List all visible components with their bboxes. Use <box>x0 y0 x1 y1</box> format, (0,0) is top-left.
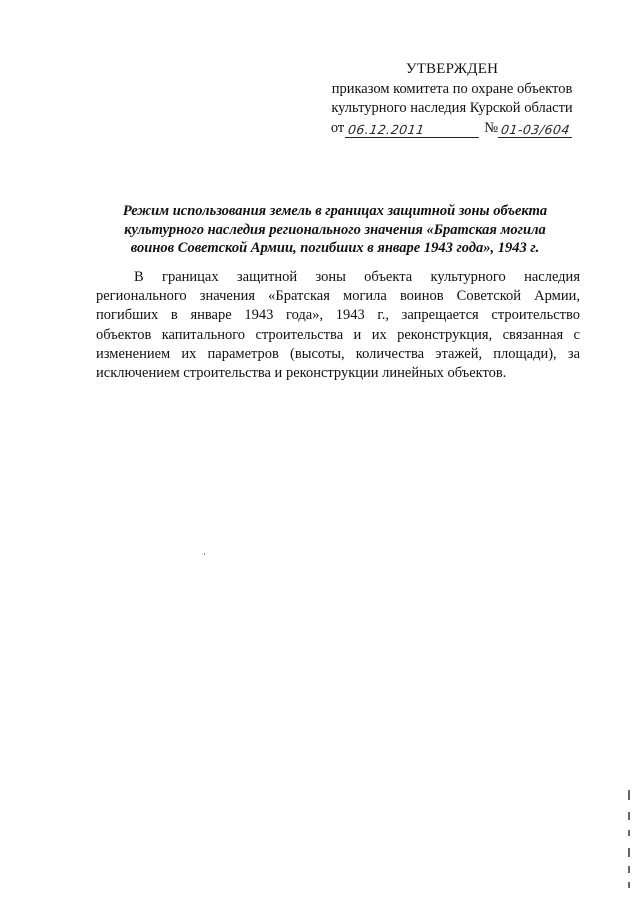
approval-date-number-line <box>318 119 586 138</box>
scan-mark <box>628 830 630 836</box>
body-line: объектов капитального строительства и их реконструкция, связанная с <box>96 326 580 343</box>
handwritten-date: 06.12.2011 <box>345 122 481 138</box>
body-line: регионального значения «Братская могила воинов Советской Армии, <box>96 288 580 305</box>
approval-line-2: культурного наследия Курской области <box>331 100 573 116</box>
document-title <box>70 202 600 258</box>
scan-mark <box>628 882 630 888</box>
handwritten-order-number: 01-03/604 <box>498 122 574 138</box>
approval-line-1: приказом комитета по охране объектов <box>331 81 573 97</box>
body-paragraph <box>96 268 580 383</box>
body-line: исключением строительства и реконструкции линейных объектов. <box>96 365 507 382</box>
number-label: № <box>484 120 499 136</box>
body-line: изменением их параметров (высоты, количества этажей, площади), за <box>96 345 580 362</box>
title-line: культурного наследия регионального значения «Братская могила <box>124 221 546 238</box>
scan-mark <box>628 790 630 800</box>
title-line: воинов Советской Армии, погибших в январе 1943 года», 1943 г. <box>130 240 540 256</box>
scan-mark <box>628 848 630 857</box>
scan-mark <box>628 812 630 820</box>
scan-mark <box>628 866 630 873</box>
scan-edge-marks <box>628 790 630 890</box>
body-line: погибших в январе 1943 года», 1943 г., запрещается строительство <box>96 307 580 324</box>
date-label: от <box>330 120 345 136</box>
body-line: В границах защитной зоны объекта культурного наследия <box>134 269 580 285</box>
scan-speck <box>204 553 205 555</box>
approval-heading: УТВЕРЖДЕН <box>405 61 499 77</box>
approval-stamp-block <box>318 60 586 138</box>
title-line: Режим использования земель в границах защитной зоны объекта <box>122 203 548 219</box>
